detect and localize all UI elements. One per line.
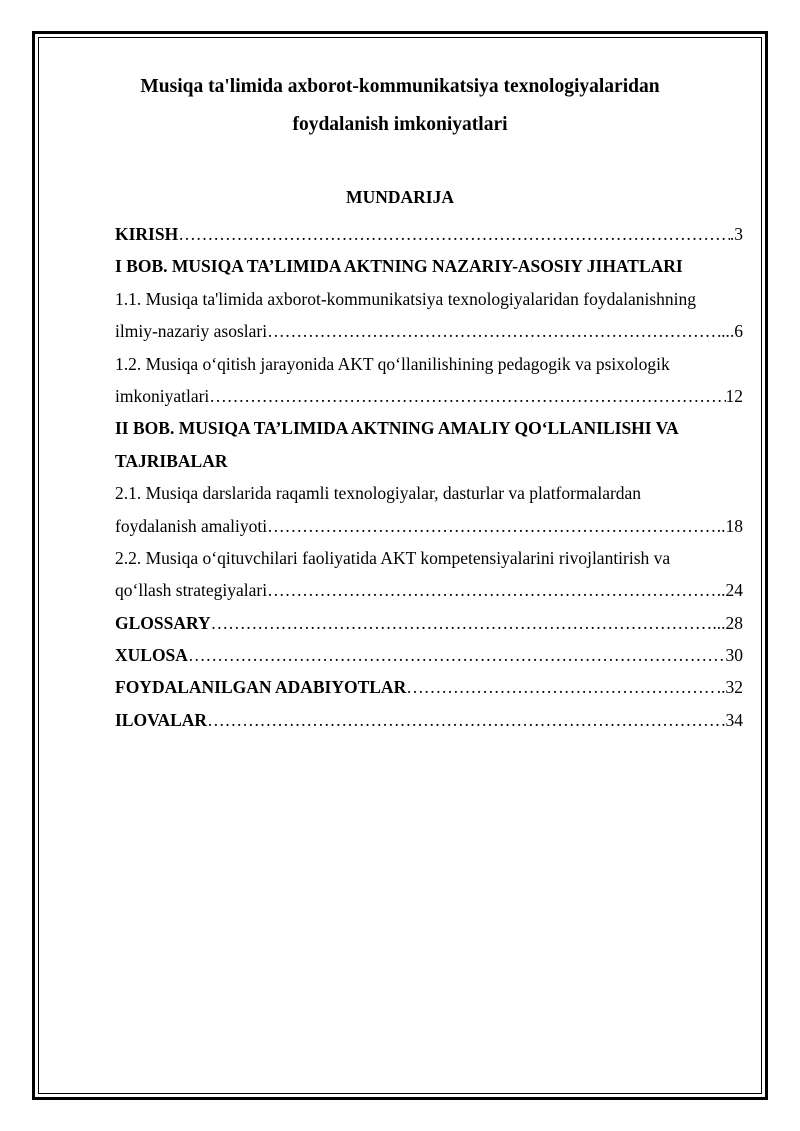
toc-entry-kirish — [115, 218, 743, 250]
toc-entry-label: ilmiy-nazariy asoslari — [115, 321, 268, 342]
table-of-contents — [115, 218, 743, 736]
toc-section-1-2-line-2 — [115, 380, 743, 412]
toc-entry-label: qo‘llash strategiyalari — [115, 580, 268, 601]
toc-section-2-2-line-2 — [115, 574, 743, 606]
toc-chapter-1: I BOB. MUSIQA TA’LIMIDA AKTNING NAZARIY-ASOSIY JIHATLARI — [115, 256, 683, 277]
toc-entry-label: imkoniyatlari — [115, 385, 210, 406]
document-title-line-1: Musiqa ta'limida axborot-kommunikatsiya texnologiyalaridan — [140, 76, 660, 97]
toc-page-number: 30 — [725, 645, 743, 666]
toc-section-2-1-line-1: 2.1. Musiqa darslarida raqamli texnologiyalar, dasturlar va platformalardan — [115, 483, 642, 504]
toc-section-1-2-line-1: 1.2. Musiqa o‘qitish jarayonida AKT qo‘llanilishining pedagogik va psixologik — [115, 353, 670, 374]
toc-chapter-2-line-2: TAJRIBALAR — [115, 450, 228, 471]
toc-page-number: ..32 — [716, 677, 743, 698]
toc-heading: MUNDARIJA — [346, 187, 454, 207]
toc-section-1-1-line-2 — [115, 315, 743, 347]
toc-entry-glossary — [115, 607, 743, 639]
toc-page-number: 12 — [725, 385, 743, 406]
toc-section-2-1-line-2 — [115, 510, 743, 542]
dot-leader — [178, 218, 730, 250]
dot-leader — [267, 315, 721, 347]
toc-page-number: 34 — [725, 709, 743, 730]
document-title-line-2: foydalanish imkoniyatlari — [292, 114, 508, 135]
dot-leader — [188, 639, 726, 671]
toc-page-number: ...28 — [712, 612, 743, 633]
toc-page-number: ...6 — [721, 321, 743, 342]
toc-entry-label: foydalanish amaliyoti — [115, 515, 268, 536]
dot-leader — [267, 510, 717, 542]
toc-page-number: ..18 — [716, 515, 743, 536]
dot-leader — [207, 704, 725, 736]
toc-entry-xulosa — [115, 639, 743, 671]
dot-leader — [211, 607, 713, 639]
dot-leader — [267, 574, 717, 606]
dot-leader — [209, 380, 725, 412]
toc-entry-adabiyotlar — [115, 671, 743, 703]
toc-entry-label: ILOVALAR — [115, 709, 208, 730]
toc-entry-label: KIRISH — [115, 224, 179, 244]
toc-entry-label: GLOSSARY — [115, 612, 211, 633]
toc-entry-label: FOYDALANILGAN ADABIYOTLAR — [115, 677, 407, 698]
toc-section-1-1-line-1: 1.1. Musiqa ta'limida axborot-kommunikatsiya texnologiyalaridan foydalanishning — [115, 288, 697, 309]
toc-chapter-2-line-1: II BOB. MUSIQA TA’LIMIDA AKTNING AMALIY QO‘LLANILISHI VA — [115, 418, 679, 439]
toc-entry-ilovalar — [115, 704, 743, 736]
toc-section-2-2-line-1: 2.2. Musiqa o‘qituvchilari faoliyatida AKT kompetensiyalarini rivojlantirish va — [115, 547, 671, 568]
dot-leader — [406, 671, 717, 703]
toc-entry-label: XULOSA — [115, 645, 188, 666]
toc-page-number: ..24 — [716, 580, 743, 601]
toc-page-number: .3 — [729, 224, 743, 244]
